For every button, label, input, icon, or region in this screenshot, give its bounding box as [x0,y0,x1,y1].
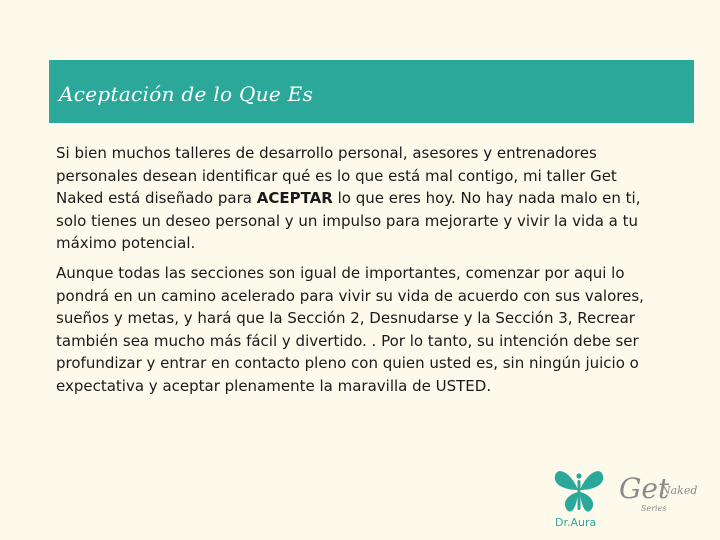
dr-aura-logo-text: Dr.Aura [555,516,597,529]
get-naked-logo-get: Get [619,472,670,505]
get-naked-logo-series: Series [641,504,667,513]
logo-area [545,462,715,534]
paragraph-1-text-b: lo que eres hoy. No hay nada malo en ti, solo tienes un deseo personal y un impulso para mejorarte y vivir la vida a tu máximo potencial. [56,189,641,253]
butterfly-icon [549,462,609,518]
paragraph-1-emphasis: ACEPTAR [256,189,333,208]
paragraph-1 [56,142,666,255]
paragraph-2: Aunque todas las secciones son igual de importantes, comenzar por aqui lo pondrá en un camino acelerado para vivir su vida de acuerdo con sus valores, sueños y metas, y hará que la Sección 2, Desnudarse y la Sección 3, Recrear también sea mucho más fácil y divertido. . Por lo tanto, su intención debe ser profundizar y entrar en contacto pleno con quien usted es, sin ningún juicio o expectativa y aceptar plenamente la maravilla de USTED. [56,264,644,395]
page-title: Aceptación de lo Que Es [59,82,314,106]
paragraph-1-text-a: Si bien muchos talleres de desarrollo personal, asesores y entrenadores personales desean identificar qué es lo que está mal contigo, mi taller Get Naked está diseñado para [56,144,617,208]
get-naked-logo-naked: Naked [661,484,698,497]
title-banner [49,60,694,123]
